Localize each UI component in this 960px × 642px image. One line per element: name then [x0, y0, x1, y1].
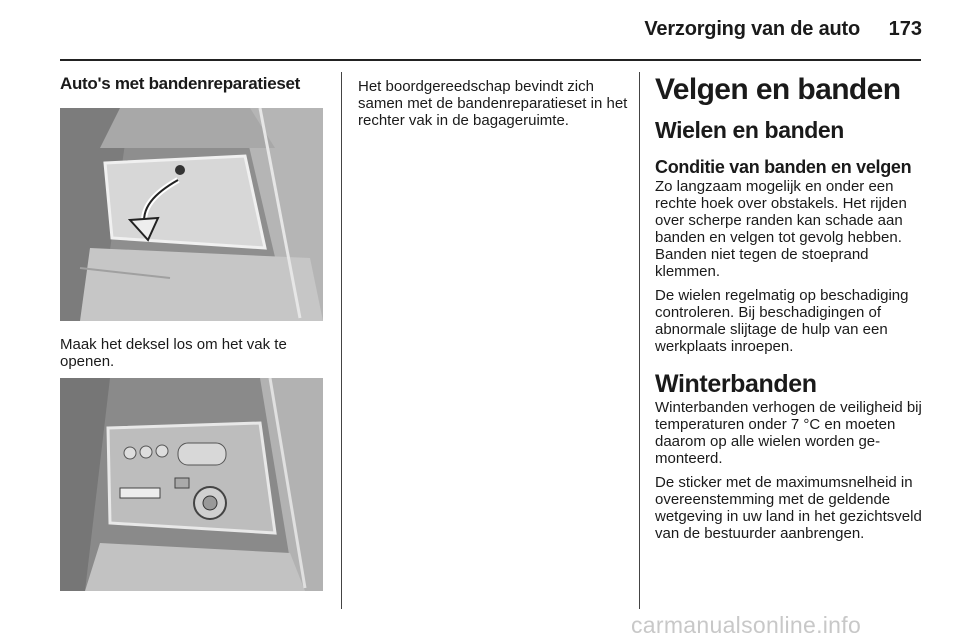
paragraph-obstacles: Zo langzaam mogelijk en onder een rechte hoek over obstakels. Het rijden over scherpe randen kan schade aan banden en velgen tot gevolg hebben. Banden niet tegen de stoeprand klemmen. [655, 178, 907, 280]
heading-winter-tyres: Winterbanden [655, 370, 817, 398]
page-number: 173 [888, 18, 922, 40]
subsection-heading-wheels: Wielen en banden [655, 117, 844, 143]
paragraph-speed-sticker: De sticker met de maximumsnelheid in overeenstemming met de geldende wetgeving in uw land in het gezichtsveld van de bestuurder aanbrengen. [655, 474, 922, 542]
trunk-cover-illustration [60, 108, 323, 321]
column-divider-1 [341, 72, 342, 609]
caption-open-cover: Maak het deksel los om het vak te openen. [60, 336, 287, 370]
site-watermark: carmanualsonline.info [631, 612, 862, 638]
paragraph-winter-tyres: Winterbanden verhogen de veiligheid bij temperaturen onder 7 °C en moeten daarom op alle wielen worden gemonteerd. [655, 399, 922, 467]
section-title: Verzorging van de auto [644, 18, 860, 40]
heading-tyre-condition: Conditie van banden en velgen [655, 157, 912, 177]
tool-compartment-photo [60, 378, 323, 591]
right-column [655, 72, 923, 542]
tool-compartment-illustration [60, 378, 323, 591]
paragraph-inspection: De wielen regelmatig op beschadiging controleren. Bij beschadigingen of abnormale slijtage de hulp van een werkplaats inroepen. [655, 287, 909, 355]
column-divider-2 [639, 72, 640, 609]
header-divider [60, 59, 921, 61]
subsection-heading: Auto's met bandenreparatieset [60, 74, 301, 93]
tools-paragraph: Het boordgereedschap bevindt zich samen met de bandenreparatieset in het rechter vak in de bagageruimte. [358, 78, 628, 129]
left-column [60, 74, 330, 370]
trunk-cover-photo [60, 108, 323, 321]
middle-column [358, 78, 628, 129]
section-heading-rims-tyres: Velgen en banden [655, 73, 901, 106]
